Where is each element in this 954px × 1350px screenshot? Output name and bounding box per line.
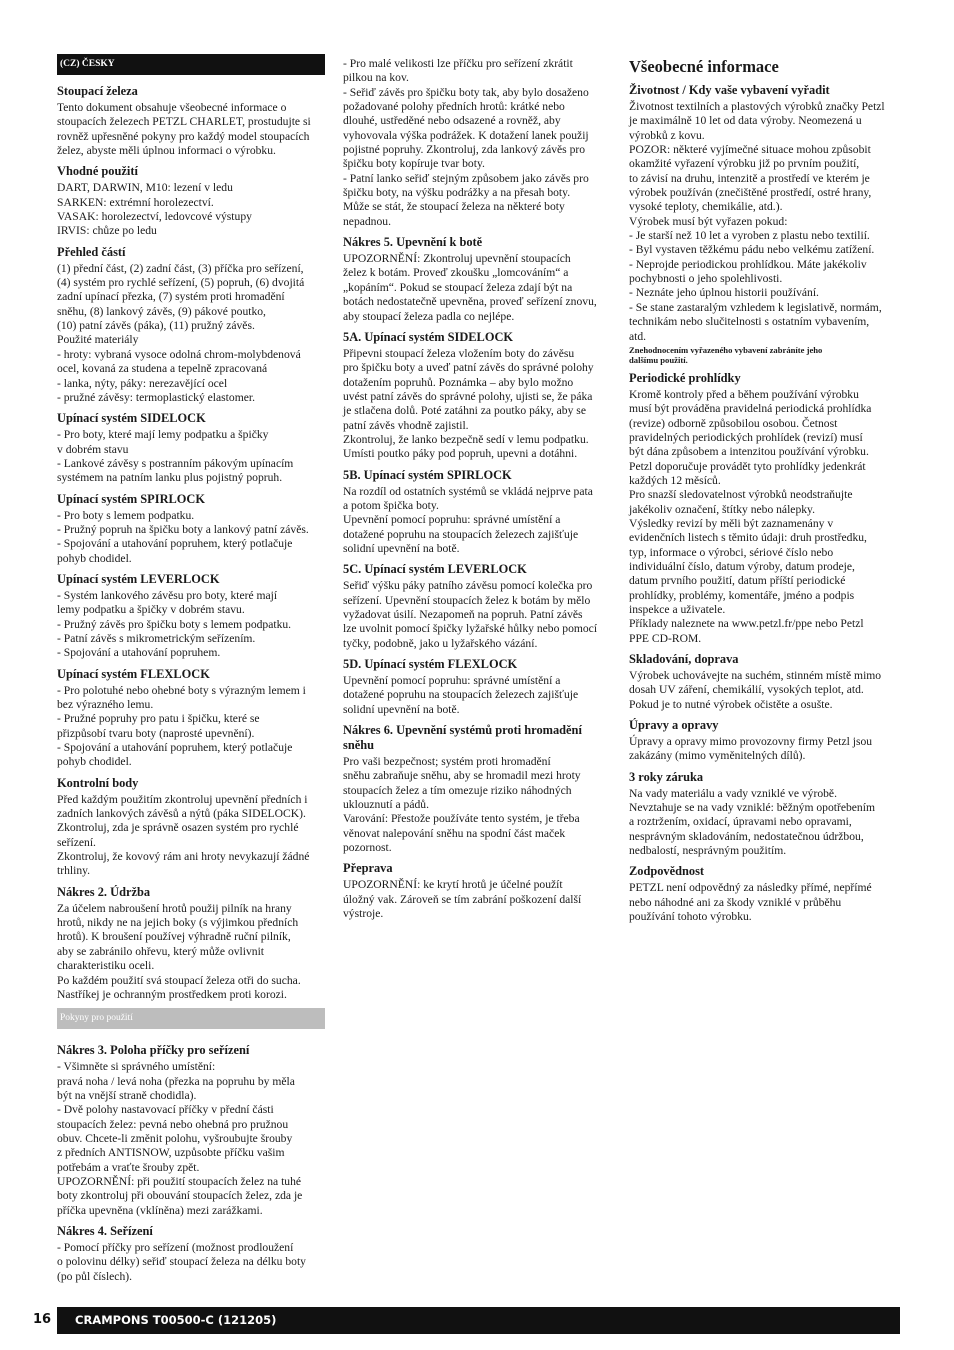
section-body: Za účelem nabroušení hrotů použij pilník na hrany hrotů, nikdy ne na jejich boky (s výjimkou předních hrotů). K broušení používej výhradně ruční pilník, aby se zabránilo ohřevu, který může ovlivnit charakteristiku oceli. Po každém použití svá stoupací železa otři do sucha. Nastříkej je ochranným prostředkem proti korozi.	[57, 901, 301, 1001]
section-title: Nákres 4. Seřízení	[57, 1223, 153, 1238]
section-body: Kromě kontroly před a během používání výrobku musí být prováděna pravidelná periodická prohlídka (revize) odborně způsobilou osobou. Četnost pravidelných periodických prohlídek (revizí) musí být dána způsobem a intenzitou používání výrobku. Petzl doporučuje provádět tyto prohlídky jedenkrát každých 12 měsíců. Pro snazší sledovatelnost výrobků neodstraňujte jakékoliv označení, štítky nebo nálepky. Výsledky revizí by měli být zaznamenány v evidenčních listech s těmito údaji: druh prostředku, typ, informace o výrobci, sériové číslo nebo individuální číslo, datum výroby, datum prodeje, datum prvního použití, datum příští periodické prohlídky, problémy, komentáře, jméno a podpis inspekce a uživatele. Příklady naleznete na www.petzl.fr/ppe nebo Petzl PPE CD-ROM.	[629, 387, 872, 645]
section-body: Seřiď výšku páky patního závěsu pomocí kolečka pro seřízení. Upevnění stoupacích želez k botám by mělo vyžadovat úsilí. Nezapomeň na popruh. Patní závěs lze uvolnit pomocí špičky lyžařské hůlky nebo pomocí tyčky, podobně, jako u lyžařského vázání.	[343, 579, 598, 650]
section-modifications	[629, 718, 897, 764]
section-title: 5C. Upínací systém LEVERLOCK	[343, 562, 527, 577]
section-title: Nákres 3. Poloha příčky pro seřízení	[57, 1043, 250, 1058]
section-body: - Pro polotuhé nebo ohebné boty s výrazným lemem i bez výrazného lemu. - Pružné popruhy pro patu i špičku, které se přizpůsobí tvaru boty (naprosté upevnění). - Spojování a utahování popruhem, který potlačuje pohyb chodidel.	[57, 683, 306, 769]
section-crampons	[57, 84, 325, 158]
section-leverlock	[57, 572, 325, 661]
section-flexlock	[57, 667, 325, 770]
language-header: (CZ) ČESKY	[57, 54, 325, 75]
section-5d-flexlock	[343, 657, 611, 717]
section-body: PETZL není odpovědný za následky přímé, nepřímé nebo náhodné ani za škody vzniklé v průběhu používání tohoto výrobku.	[629, 881, 872, 924]
section-body: Na vady materiálu a vady vzniklé ve výrobě. Nevztahuje se na vady vzniklé: běžným opotřebením a roztržením, oxidací, úpravami nebo opravami, nesprávným skladováním, nedostatečnou údržbou, nedbalostí, nesprávným použitím.	[629, 786, 875, 858]
section-5b-spirlock	[343, 468, 611, 557]
section-spirlock	[57, 492, 325, 566]
section-body: - Pro boty, které mají lemy podpatku a špičky v dobrém stavu - Lankové závěsy s postranním pákovým upínacím systémem na patním lanku plus pojistný popruh.	[57, 428, 294, 485]
section-body: - Pro boty s lemem podpatku. - Pružný popruh na špičku boty a lankový patní závěs. - Spojování a utahování popruhem, který potlačuje pohyb chodidel.	[57, 508, 309, 565]
page-footer	[0, 1307, 954, 1334]
section-title: Periodické prohlídky	[629, 370, 741, 385]
section-body: UPOZORNĚNÍ: Zkontroluj upevnění stoupacích želez k botám. Proveď zkoušku „lomcováním“ a „kopáním“. Pokud se stoupací železa zdají být na botách nedostatečně upevněna, proveď seřízení znovu, aby stoupací železa padla co nejlépe.	[343, 252, 597, 323]
section-nomenclature	[57, 245, 325, 405]
section-responsibility	[629, 864, 897, 924]
section-body: - Pro malé velikosti lze příčku pro seřízení zkrátit pilkou na kov. - Seřiď závěs pro špičku boty tak, aby bylo dosaženo požadované polohy předních hrotů: krátké nebo dlouhé, ustředěné nebo odsazené a rovněž, aby vyhovovala výška podrážek. K dotažení lanek použij pojistné popruhy. Zkontroluj, zda lankový závěs pro špičku boty kopíruje tvar boty. - Patní lanko seřiď stejným způsobem jako závěs pro špičku boty, na výšku podrážky a na přesah boty. Může se stát, že stoupací železa na některé boty nepadnou.	[343, 57, 589, 228]
section-title: Nákres 6. Upevnění systémů proti hromadění sněhu	[343, 723, 582, 753]
page-number: 16	[33, 1312, 52, 1327]
section-body: Tento dokument obsahuje všeobecné informace o stoupacích železech PETZL CHARLET, prostudujte si rovněž upřesněné pokyny pro každý model stoupacích želez, abyste měli úplnou informaci o výrobku.	[57, 101, 311, 158]
section-body: Připevni stoupací železa vložením boty do závěsu pro špičku boty a uveď patní závěs do správné polohy dotažením popruhů. Poznámka – aby bylo možno uvést patní závěs do správné polohy, ujisti se, že páka je stlačena dolů. Poté zatáhni za poutko páky, aby se patní závěs vhodně zajistil. Zkontroluj, že lanko bezpečně sedí v lemu podpatku. Umísti poutko páky pod popruh, upevni a dotáhni.	[343, 346, 594, 461]
section-title: Přehled částí	[57, 244, 126, 259]
section-bar-position	[57, 1043, 325, 1218]
section-checkpoints	[57, 776, 325, 879]
section-body: Před každým použitím zkontroluj upevnění předních i zadních lankových závěsů a nýtů (páka SIDELOCK). Zkontroluj, zda je správně osazen systém pro rychlé seřízení. Zkontroluj, že kovový rám ani hroty nevykazují žádné trhliny.	[57, 792, 310, 878]
section-title: Kontrolní body	[57, 775, 139, 790]
section-title: Životnost / Kdy vaše vybavení vyřadit	[629, 83, 830, 97]
section-attaching	[343, 235, 611, 324]
section-title: Zodpovědnost	[629, 864, 705, 879]
column-left	[57, 54, 325, 1290]
section-sidelock	[57, 411, 325, 485]
section-title: 5D. Upínací systém FLEXLOCK	[343, 657, 518, 672]
section-body: Výrobek uchovávejte na suchém, stinném místě mimo dosah UV záření, chemikálií, vysokých teplot, atd. Pokud je to nutné výrobek očistěte a osušte.	[629, 669, 882, 711]
section-body: (1) přední část, (2) zadní část, (3) příčka pro seřízení, (4) systém pro rychlé seřízení, (5) popruh, (6) dvojitá zadní upínací přezka, (7) systém proti hromadění sněhu, (8) lankový závěs, (9) pákové poutko, (10) patní závěs (páka), (11) pružný závěs. Použité materiály - hroty: vybraná vysoce odolná chrom-molybdenová ocel, kovaná za studena a tepelně zpracovaná - lanka, nýty, páky: nerezavějící ocel - pružné závěsy: termoplastický elastomer.	[57, 261, 305, 404]
section-body: Životnost textilních a plastových výrobků značky Petzl je maximálně 10 let od data výroby. Neomezená u výrobků z kovu. POZOR: některé vyjímečné situace mohou způsobit okamžité vyřazení výrobku již po prvním použití, to závisí na druhu, intenzitě a prostředí ve kterém je výrobek používán (znečištěné prostředí, ostré hrany, vysoké teploty, chemikálie, atd.). Výrobek musí být vyřazen pokud: - Je starší než 10 let a vyroben z plastu nebo textilií. - Byl vystaven těžkému pádu nebo velkému zatížení. - Neprojde periodickou prohlídkou. Máte jakékoliv pochybnosti o jeho spolehlivosti. - Neznáte jeho úplnou historii používání. - Se stane zastaralým vzhledem k legislativě, normám, technikám nebo slučitelnosti s ostatním vybavením, atd.	[629, 100, 885, 343]
section-body: DART, DARWIN, M10: lezení v ledu SARKEN: extrémní horolezectví. VASAK: horolezectví, ledovcové výstupy IRVIS: chůze po ledu	[57, 181, 252, 238]
section-title: Skladování, doprava	[629, 652, 739, 667]
section-5c-leverlock	[343, 562, 611, 651]
document-reference: CRAMPONS T00500-C (121205)	[75, 1313, 277, 1327]
section-title: Stoupací železa	[57, 84, 138, 98]
section-body: Úpravy a opravy mimo provozovny firmy Petzl jsou zakázány (mimo vyměnitelných dílů).	[629, 735, 873, 763]
section-body: - Pomocí příčky pro seřízení (možnost prodloužení o polovinu délky) seřiď stoupací železa na délku boty (po půl číslech).	[57, 1240, 306, 1283]
section-title: 5B. Upínací systém SPIRLOCK	[343, 467, 512, 482]
column-middle	[343, 57, 611, 928]
general-info-title: Všeobecné informace	[629, 57, 779, 76]
section-title: Nákres 5. Upevnění k botě	[343, 235, 483, 250]
section-5a-sidelock	[343, 330, 611, 462]
section-title: Upínací systém LEVERLOCK	[57, 571, 220, 586]
section-title: Úpravy a opravy	[629, 718, 719, 733]
section-antisnow	[343, 723, 611, 855]
section-title: Upínací systém SIDELOCK	[57, 411, 206, 426]
section-title: Upínací systém FLEXLOCK	[57, 666, 210, 681]
section-lifetime	[629, 83, 897, 365]
section-body: Na rozdíl od ostatních systémů se vkládá nejprve pata a potom špička boty. Upevnění pomocí popruhu: správné umístění a dotažené popruhu na stoupacích železech zajišťuje solidní upevnění na botě.	[343, 484, 593, 555]
section-storage	[629, 652, 897, 712]
section-body: Upevnění pomocí popruhu: správné umístění a dotažené popruhu na stoupacích železech zajišťuje solidní upevnění na botě.	[343, 674, 579, 716]
section-intended-use	[57, 164, 325, 238]
section-title: Upínací systém SPIRLOCK	[57, 491, 206, 506]
usage-instructions-header: Pokyny pro použití	[57, 1008, 325, 1029]
footer-bar	[57, 1307, 900, 1334]
section-adjustment-continued	[343, 57, 611, 229]
section-guarantee	[629, 770, 897, 859]
section-periodic-inspection	[629, 371, 897, 646]
section-title: Přeprava	[343, 861, 393, 876]
section-body: Pro vaši bezpečnost; systém proti hromadění sněhu zabraňuje sněhu, aby se hromadil mezi hroty stoupacích želez a tím omezuje riziko náhodných uklouznutí a pádů. Varování: Přestože používáte tento systém, je třeba věnovat nalepování sněhu na spodní část maček pozornost.	[343, 755, 581, 855]
section-transport	[343, 861, 611, 921]
section-body: - Systém lankového závěsu pro boty, které mají lemy podpatku a špičky v dobrém stavu. - Pružný závěs pro špičku boty s lemem podpatku. - Patní závěs s mikrometrickým seřízením. - Spojování a utahování popruhem.	[57, 588, 292, 660]
section-title: Vhodné použití	[57, 164, 138, 179]
section-maintenance	[57, 885, 325, 1002]
section-adjustment	[57, 1224, 325, 1284]
section-body: UPOZORNĚNÍ: ke krytí hrotů je účelné použít úložný vak. Zároveň se tím zabrání poškození další výstroje.	[343, 878, 582, 921]
section-title: 3 roky záruka	[629, 769, 704, 784]
retirement-note: Znehodnocením vyřazeného vybavení zabráníte jeho dalšímu použití.	[629, 344, 823, 365]
section-body: - Všimněte si správného umístění: pravá noha / levá noha (přezka na popruhu by měla být na vnější straně chodidla). - Dvě polohy nastavovací příčky v přední části stoupacích želez: pevná nebo ohebná pro pružnou obuv. Chcete-li změnit polohu, vyšroubujte šrouby z předních ANTISNOW, uzpůsobte příčku vašim potřebám a vraťte šrouby zpět. UPOZORNĚNÍ: při použití stoupacích želez na tuhé boty zkontroluj při obouvání stoupacích želez, zda je příčka upevněna (vklíněna) mezi zarážkami.	[57, 1060, 303, 1217]
column-right	[629, 57, 897, 931]
section-title: Nákres 2. Údržba	[57, 884, 151, 899]
section-title: 5A. Upínací systém SIDELOCK	[343, 329, 514, 344]
